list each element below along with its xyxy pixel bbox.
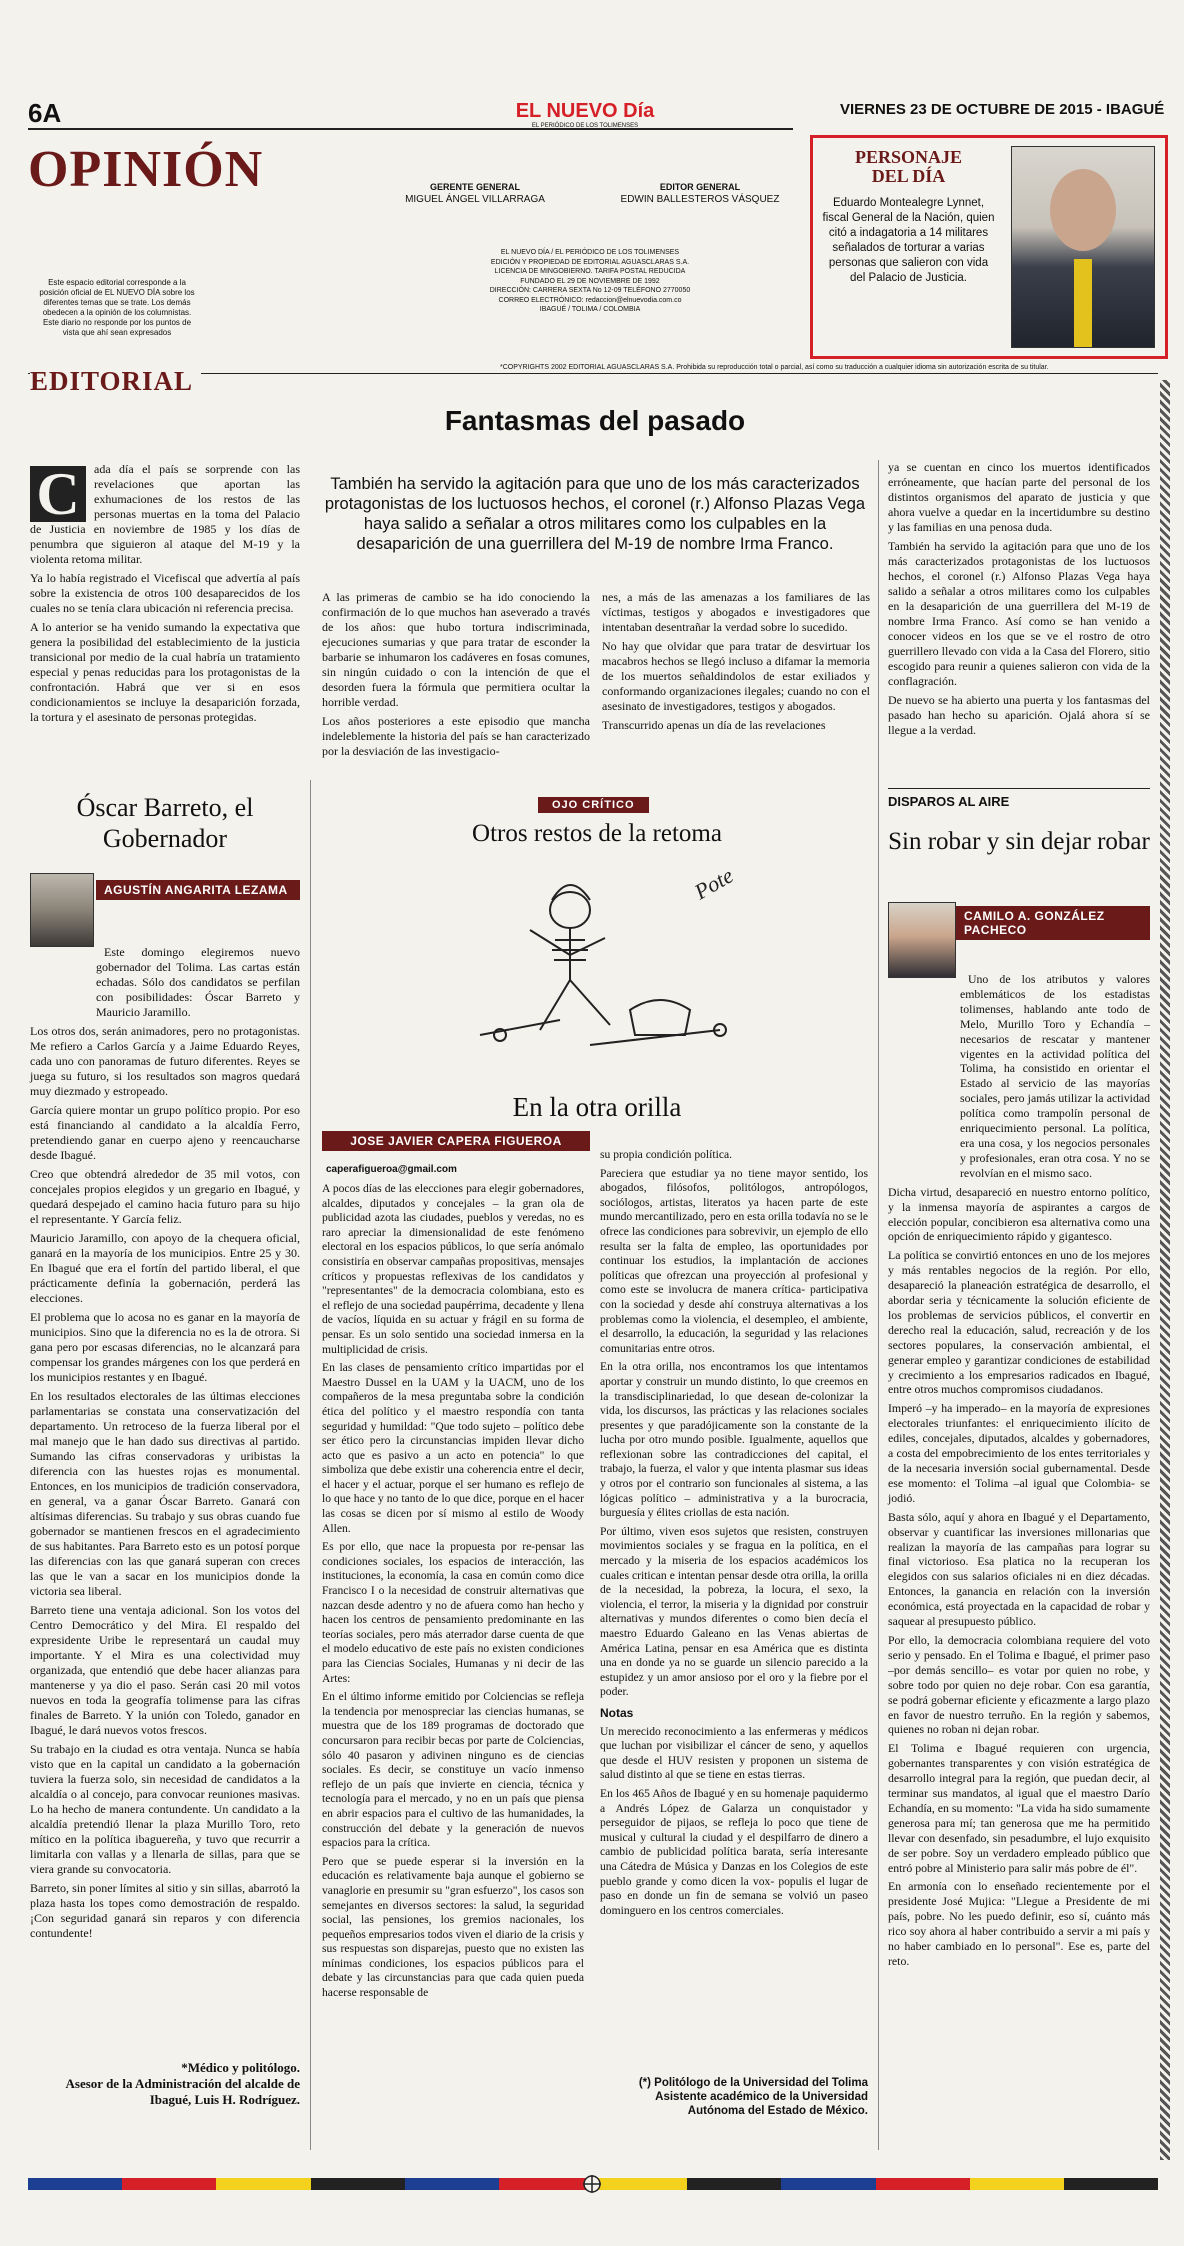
cartoon-signature: Pote <box>690 862 738 905</box>
personaje-title-line2: DEL DÍA <box>871 166 946 186</box>
personaje-title-line1: PERSONAJE <box>854 147 962 167</box>
logo-text: EL NUEVO Día <box>515 100 655 122</box>
personaje-title <box>821 148 996 186</box>
column-divider <box>310 780 311 2150</box>
barreto-body <box>30 945 300 1945</box>
personaje-photo <box>1011 146 1155 348</box>
portrait-face <box>1050 169 1116 251</box>
editor-label: EDITOR GENERAL <box>659 182 741 192</box>
orilla-email: caperafigueroa@gmail.com <box>326 1164 457 1175</box>
disparos-author: CAMILO A. GONZÁLEZ PACHECO <box>956 906 1150 940</box>
editorial-paragraph: nes, a más de las amenazas a los familiares de las víctimas, testigos y abogados e investigadores que intentaban desentrañar la verdad sobre lo sucedido. <box>602 590 870 634</box>
barreto-title: Óscar Barreto, el Gobernador <box>76 793 254 853</box>
editorial-title: Fantasmas del pasado <box>444 405 746 436</box>
notas-paragraph: En los 465 Años de Ibagué y en su homenaje paquidermo a Andrés López de Galarza un conquistador y perseguidor de pijaos, se refleja lo poco que tiene de musical y cultural la ciudad y el despilfarro de dinero a cambio de publicidad política barata, sería interesante una Cátedra de Música y Danzas en los Colegios de este pueblo grande y como dicen la vox- populis el lugar de paso en donde un fin de semana se volvió un paseo dominguero en los centros comerciales. <box>600 1786 868 1917</box>
disparos-label: DISPAROS AL AIRE <box>888 794 1010 809</box>
barreto-paragraph: Su trabajo en la ciudad es otra ventaja. Nunca se había visto que en la capital un candidato a la gobernación tuviera la fuerza solo, sin necesidad de candidatos a la alcaldía o al concejo, para convocar reuniones masivas. Lo ha hecho de manera contundente. Un candidato a la alcaldía pretendió llenar la plaza Murillo Toro, reto mítico en la política ibaguereña, y tuvo que recurrir a limitarla con vallas y a llenarla de sillas, para que se viera grande su convocatoria. <box>30 1742 300 1876</box>
barreto-paragraph: En los resultados electorales de las últimas elecciones parlamentarias se constata una conservatización del departamento. Un retroceso de la fuerza liberal por el mal manejo que le han dado sus directivas al partido. Sumando las cifras conservadoras y uribistas la diferencia con las huestes rojas es monumental. Entonces, en los municipios de tradición conservadora, en general, va a ganar Óscar Barreto. Ganará con altísimas diferencias. Su trabajo y sus obras cuando fue gobernador se mantienen frescos en el agradecimiento de sus habitantes. Para Barreto esto es un potosí porque las diferencias con las que ganará superan con creces las que le van a sacar en los municipios donde la victoria sea liberal. <box>30 1389 300 1598</box>
barreto-paragraph: García quiere montar un grupo político propio. Por eso está financiando al candidato a la alcaldía Ferro, pretendiendo ganar en cuerpo ajeno y reencaucharse desde Ibagué. <box>30 1103 300 1162</box>
barreto-paragraph: Creo que obtendrá alrededor de 35 mil votos, con concejales propios elegidos y un gregario en Ibagué, y quedará despejado el camino hacia futuro para su hijo el representante. Y García feliz. <box>30 1167 300 1226</box>
editorial-paragraph: A lo anterior se ha venido sumando la expectativa que genera la posibilidad del establecimiento de la justicia transicional por medio de la cual habría un tratamiento especial y penas reducidas para los protagonistas de la confrontación. Habrá que ver si en esos condicionamientos se incluye la desaparición forzada, la tortura y el asesinato de personas protegidas. <box>30 620 300 724</box>
barreto-paragraph: Barreto, sin poner límites al sitio y sin sillas, abarrotó la plaza hasta los topes como demostración de respaldo. ¡Con seguridad ganará sin reparos y con diferencia contundente! <box>30 1881 300 1940</box>
notas-label: Notas <box>600 1705 634 1720</box>
editorial-paragraph: A las primeras de cambio se ha ido conociendo la confirmación de lo que muchos han aseverado a través de los años: que hubo tortura indiscriminada, ejecuciones sumarias y que para tratar de esconder la barbarie se inhumaron los cadáveres en fosas comunes, sin ningún cuidado o con la intención de que el desorden fuera la fórmula que permitiera ocultar la horrible verdad. <box>322 590 590 709</box>
editorial-column-1 <box>30 462 300 729</box>
orilla-paragraph: En la otra orilla, nos encontramos los que intentamos aportar y construir un mundo distinto, lo que creemos en la transdisciplinariedad, lo que desean de-colonizar la vida, los discursos, las prácticas y las relaciones sociales presentes y que paradójicamente son la constante de la lucha por otro mundo posible. Igualmente, aquellos que reflexionan sobre las contradicciones del capital, el trabajo, la fuerza, el valor y que intenta plasmar sus ideas y otros por el contrario son funcionales al sistema, a las lógicas político – administrativa y a la burocracia, burguesía y élites criollas de esta nación. <box>600 1360 868 1520</box>
personaje-text: Eduardo Montealegre Lynnet, fiscal General de la Nación, quien citó a indagatoria a 14 militares señalados de torturar a varias personas que salieron con vida del Palacio de Justicia. <box>822 197 995 284</box>
personaje-del-dia-box <box>810 135 1168 359</box>
disparos-paragraph: Dicha virtud, desapareció en nuestro entorno político, y la inmensa mayoría de aspirantes a cargos de elección popular, concibieron esa alternativa como una opción de enriquecimiento rápido y gigantesco. <box>888 1184 1150 1244</box>
orilla-footnote: (*) Politólogo de la Universidad del Tolima Asistente académico de la Universidad Autónoma del Estado de México. <box>638 2077 868 2117</box>
barreto-paragraph: Barreto tiene una ventaja adicional. Son los votos del Centro Democrático y del Mira. El respaldo del expresidente Uribe le representará un caudal muy importante. Y el Mira es una colectividad muy organizada, que entendió que debe hacer alianzas para mantenerse y ya dio el paso. Serán casi 20 mil votos nuevos en toda la geografía tolimense para las cifras finales de Barreto. Y la unión con Toledo, ganador en Ibagué, le dará nuevos votos frescos. <box>30 1603 300 1737</box>
color-swatch <box>1064 2178 1158 2190</box>
orilla-paragraph: su propia condición política. <box>600 1148 733 1161</box>
copyright: *COPYRIGHTS 2002 EDITORIAL AGUASCLARAS S.A. Prohibida su reproducción total o parcial, así como su traducción a cualquier idioma sin autorización escrita de su titular. <box>500 364 1049 371</box>
orilla-column-2 <box>600 1148 868 1922</box>
editorial-column-4 <box>888 460 1150 742</box>
drop-cap: C <box>30 466 86 522</box>
color-swatch <box>781 2178 875 2190</box>
editorial-column-3 <box>602 590 870 737</box>
color-swatch <box>593 2178 687 2190</box>
gerente-name: MIGUEL ÁNGEL VILLARRAGA <box>405 194 545 205</box>
editor-block <box>580 182 820 205</box>
editorial-paragraph: De nuevo se ha abierto una puerta y los fantasmas del pasado han hecho su aparición. Ojalá ahora sí se llegue a la verdad. <box>888 693 1150 737</box>
editorial-paragraph: También ha servido la agitación para que uno de los más caracterizados protagonistas de los luctuosos hechos, el coronel (r.) Alfonso Plazas Vega haya salido a señalar a otros militares como los culpables en la desaparición de una guerrillera del M-19 de nombre Irma Franco. Así como se han venido a conocer videos en los que se ve el rostro de otro guerrillero llevado con vida a la Casa del Florero, sitio escogido para reunir a quienes salieron con vida de la conflagración. <box>888 539 1150 688</box>
newspaper-logo <box>510 100 660 129</box>
color-swatch <box>216 2178 310 2190</box>
disparos-paragraph: El Tolima e Ibagué requieren con urgencia, gobernantes transparentes y con visión estratégica de desarrollo integral para la región, que puedan decir, al terminar sus mandatos, al igual que el maestro Darío Echandía, en su momento: "La vida ha sido sumamente generosa para mí; tan generosa que me ha permitido llevar con desenfado, sin pesadumbre, el lujo exquisito de ser pobre. Soy un verdadero empleado público que entró pobre al Ministerio para salir más pobre de él". <box>888 1741 1150 1875</box>
editorial-label: EDITORIAL <box>30 366 201 397</box>
color-swatch <box>311 2178 405 2190</box>
orilla-paragraph: En el último informe emitido por Colciencias se refleja la tendencia por menospreciar las ciencias humanas, se muestra que de los 189 programas de doctorado que concursaron para recibir becas por parte de Colciencias, sólo 40 pasaron y adivinen ninguno es de ciencias sociales. Es decir, se constituye un vacío inmenso reflejo de un país que invierte en ciencia, técnica y tecnología para el mercado, y no en un país que piensa en abrir espacios para el cultivo de las humanidades, la construcción del debate y la generación de nuevos espacios para la crítica. <box>322 1690 584 1850</box>
barreto-paragraph: Este domingo elegiremos nuevo gobernador del Tolima. Las cartas están echadas. Sólo dos candidatos se perfilan con posibilidades: Óscar Barreto y Mauricio Jaramillo. <box>96 945 300 1019</box>
disparos-paragraph: Imperó –y ha imperado– en la mayoría de expresiones electorales triunfantes: el enriquecimiento ilícito de ediles, concejales, diputados, alcaldes y gobernadores, a costa del empobrecimiento de los entes territoriales y de la necesaria inversión social gubernamental. Desde ese momento: el Tolima –al igual que Colombia- se jodió. <box>888 1401 1150 1505</box>
disparos-body <box>888 972 1150 1973</box>
disparos-rule <box>888 788 1150 789</box>
disclaimer: Este espacio editorial corresponde a la posición oficial de EL NUEVO DÍA sobre los diferentes temas que se trate. Los demás obedecen a la opinión de los columnistas. Este diario no responde por los puntos de vista que ahí sean expresados <box>39 278 195 337</box>
editorial-column-2 <box>322 590 590 763</box>
notas-paragraph: Un merecido reconocimiento a las enfermeras y médicos que luchan por visibilizar el cáncer de seno, y aquellos que desde el HUV resisten y proponen un sistema de salud distinto al que se tiene en estas tierras. <box>600 1724 868 1782</box>
editorial-paragraph: Los años posteriores a este episodio que mancha indeleblemente la historia del país se han caracterizado por la desviación de las investigacio- <box>322 714 590 758</box>
edge-strip <box>1160 380 1170 2160</box>
orilla-author: JOSE JAVIER CAPERA FIGUEROA <box>322 1131 590 1151</box>
editorial-paragraph: Ya lo había registrado el Vicefiscal que advertía al país sobre la existencia de otros 100 desaparecidos de los cuales no se tenía clara ubicación ni referencia precisa. <box>30 571 300 615</box>
orilla-paragraph: Pareciera que estudiar ya no tiene mayor sentido, los abogados, filósofos, politólogos, antropólogos, sociólogos, artistas, literatos ya hacen parte de este mundo mercantilizado, pero en esta orilla todavía no se le ofrece las condiciones para sobrevivir, un ejemplo de ello resulta ser la falta de empleo, las oportunidades por continuar los estudios, la implantación de acciones políticas que ofrezcan una proyección al profesional y como este se involucra de manera crítica- participativa con la sociedad y desde ahí construya alternativas a los problemas como la violencia, el desempleo, el ambiente, el desarrollo, la educación, la seguridad y las relaciones comunitarias entre otros. <box>600 1166 868 1355</box>
registration-mark-icon <box>582 2174 602 2194</box>
editorial-paragraph: ya se cuentan en cinco los muertos identificados erróneamente, que hacían parte del personal de los distintos organismos del aparato de justicia y que ahora vuelve a quedar en la incertidumbre su destino y las familias en una penosa duda. <box>888 460 1150 534</box>
orilla-column-1 <box>322 1182 584 2005</box>
barreto-paragraph: El problema que lo acosa no es ganar en la mayoría de municipios. Sino que la diferencia no es la de otrora. Si gana pero por escasas diferencias, no le alcanzará para compensar los grandes márgenes con los que perderá en los municipios restantes y en Ibagué. <box>30 1310 300 1384</box>
cartoon-skeleton <box>420 860 780 1070</box>
editorial-paragraph: Transcurrido apenas un día de las revelaciones <box>602 718 826 732</box>
disparos-paragraph: En armonía con lo enseñado recientemente por el presidente José Mujica: "Llegue a Presidente de mi país, pobre. No les puedo definir, eso sí, cuánto más rico soy ahora al haber contribuido a servir a mi país y no haber cambiado en lo personal". Ese es, parte del reto. <box>888 1879 1150 1968</box>
gerente-block <box>370 182 580 205</box>
ojo-critico-title: Otros restos de la retoma <box>472 820 722 847</box>
section-title: OPINIÓN <box>28 141 264 198</box>
color-swatch <box>687 2178 781 2190</box>
orilla-title: En la otra orilla <box>512 1092 682 1122</box>
barreto-paragraph: Mauricio Jaramillo, con apoyo de la chequera oficial, ganará en la mayoría de los municipios. Entre 25 y 30. En Ibagué que era el fortín del partido liberal, el que prácticamente definía la gobernación, perderá las elecciones. <box>30 1231 300 1305</box>
barreto-author: AGUSTÍN ANGARITA LEZAMA <box>96 880 300 900</box>
ojo-critico-label: OJO CRÍTICO <box>538 797 649 813</box>
color-swatch <box>28 2178 122 2190</box>
disparos-paragraph: Basta sólo, aquí y ahora en Ibagué y el Departamento, observar y cuantificar las inversiones millonarias que realizan la mayoría de las campañas para lograr su final victorioso. Esa platica no la recuperan los elegidos con sus salarios oficiales ni en diez décadas. Entonces, la ganancia en relación con la inversión económica, está proyectada en la capacidad de robar y saquear al presupuesto público. <box>888 1509 1150 1629</box>
orilla-paragraph: En las clases de pensamiento crítico impartidas por el Maestro Dussel en la UAM y la UACM, uno de los compañeros de la mesa preguntaba sobre la condición ética del político y el maestro respondía con tanta seguridad y humildad: "Que todo sujeto – político debe ser ético pero la circunstancias impiden llevar dicho acto que es pasivo a un acto en potencia" lo que simboliza que debe existir una coherencia entre el decir, el hacer y el actuar, porque el ser humano es reflejo de lo que hace y no tanto de lo que dice, porque en el hacer las cosas se dicen por sí mismo al estilo de Woody Allen. <box>322 1361 584 1535</box>
orilla-paragraph: Es por ello, que nace la propuesta por re-pensar las condiciones sociales, los espacios de interacción, las instituciones, la economía, la casa en común como dice Francisco I o la necesidad de construir alternativas que nazcan desde adentro y no de afuera como han hecho y hacen los centros de pensamiento predominante en las teorías sociales, pero más aterrador darse cuenta de que el modelo educativo de este país no existen condiciones para las Ciencias Sociales, Humanas y ni decir de las Artes: <box>322 1540 584 1685</box>
masthead-info: EL NUEVO DÍA / EL PERIÓDICO DE LOS TOLIMENSES EDICIÓN Y PROPIEDAD DE EDITORIAL AGUASCLARAS S.A. LICENCIA DE MINGOBIERNO. TARIFA POSTAL REDUCIDA FUNDADO EL 29 DE NOVIEMBRE DE 1992 DIRECCIÓN: CARRERA SEXTA No 12-09 TELÉFONO 2770050 CORREO ELECTRÓNICO: redaccion@elnuevodia.com.co IBAGUÉ / TOLIMA / COLOMBIA <box>489 249 691 313</box>
disparos-title: Sin robar y sin dejar robar <box>888 828 1150 855</box>
issue-date: VIERNES 23 DE OCTUBRE DE 2015 - IBAGUÉ <box>840 101 1165 118</box>
orilla-paragraph: Pero que se puede esperar si la inversión en la educación es relativamente baja aunque el gobierno se vanaglorie en presumir su "gran esfuerzo", los casos son semejantes en diversos sectores: la salud, la seguridad social, las pensiones, los gremios nacionales, los pequeños empresarios todos viven el diario de la crisis y sus respuestas son disparejas, puesto que no existen las mínimas condiciones, los espacios públicos para el debate y las circunstancias para que cada quien pueda hacerse responsable de <box>322 1854 584 2000</box>
column-divider <box>878 460 879 2150</box>
disparos-author-photo <box>888 902 956 978</box>
header-rule <box>28 128 793 130</box>
portrait-tie <box>1074 259 1092 347</box>
editorial-lead: También ha servido la agitación para que uno de los más caracterizados protagonistas de los luctuosos hechos, el coronel (r.) Alfonso Plazas Vega haya salido a señalar a otros militares como los culpables en la desaparición de una guerrillera del M-19 de nombre Irma Franco. <box>324 475 866 553</box>
orilla-paragraph: A pocos días de las elecciones para elegir gobernadores, alcaldes, diputados y concejales – la gran ola de publicidad azota las ciudades, pueblos y veredas, no es raro apreciar la dimensionalidad de este fenómeno electoral en los espacios públicos, lo que sería anómalo consistiría en observar campañas propositivas, mensajes críticos y propuestas reflexivas de los candidatos y "representantes" de la democracia colombiana, esto es el reflejo de una sociedad paupérrima, decadente y llena de vacíos, líquida en su actuar y frágil en su forma de pensar. Es un solo sentido una sociedad inmersa en la multiplicidad de crisis. <box>322 1182 584 1356</box>
disparos-paragraph: Uno de los atributos y valores emblemáticos de los estadistas tolimenses, hablando ante todo de Melo, Murillo Toro y Echandía –necesarios de rescatar y mantener vigentes en la actividad política del Tolima, ha consistido en orientar el Estado al servicio de las mayorías sociales, pero jamás utilizar la actividad política como trampolín personal de enriquecimiento personal. La política, era una cosa, y los negocios personales y profesionales, eran otra cosa. Y no se revolvían en el mismo saco. <box>960 972 1150 1180</box>
disparos-paragraph: Por ello, la democracia colombiana requiere del voto serio y pensado. En el Tolima e Ibagué, el primer paso –por demás sencillo– es votar por quien no robe, y sobre todo por quien no deje robar. Con esa garantía, se podrá gobernar eficiente y eficazmente a largo plazo en favor de nuestro terruño. En la región y sabemos, quienes no roban ni dejan robar. <box>888 1632 1150 1737</box>
color-swatch <box>876 2178 970 2190</box>
gerente-label: GERENTE GENERAL <box>429 182 520 192</box>
editor-name: EDWIN BALLESTEROS VÁSQUEZ <box>620 194 780 205</box>
disparos-paragraph: La política se convirtió entonces en uno de los mejores y más rentables negocios de la región. Por ello, desapareció la planeación estratégica de desarrollo, el abordar seria y técnicamente la solución eficiente de los problemas de servicios públicos, el convertir en derecho real la educación, salud, recreación y de los sectores populares, la conservación ambiental, el generar empleo y garantizar condiciones de estabilidad y crecimiento a los empresarios radicados en Ibagué, entre otros muchos compromisos ciudadanos. <box>888 1248 1150 1397</box>
editorial-paragraph: ada día el país se sorprende con las revelaciones que aportan las exhumaciones de los restos de las personas muertas en la toma del Palacio de Justicia en noviembre de 1985 y los días de penumbra que siguieron al ataque del M-19 y la violenta retoma militar. <box>30 462 300 566</box>
logo-subtitle: EL PERIÓDICO DE LOS TOLIMENSES <box>531 123 639 129</box>
color-swatch <box>405 2178 499 2190</box>
color-swatch <box>122 2178 216 2190</box>
barreto-footnote: *Médico y politólogo. Asesor de la Administración del alcalde de Ibagué, Luis H. Rodríguez. <box>65 2060 300 2107</box>
orilla-paragraph: Por último, viven esos sujetos que resisten, construyen movimientos sociales y se fragua en la política, en el mercado y la miseria de los espacios académicos los cuales critican e intentan pensar desde otra orilla, la orilla de la necesidad, la pobreza, la locura, el sexo, la violencia, el terror, la miseria y la dignidad por construir alternativas y mundos diferentes o como bien decía el maestro Eduardo Galeano en las Venas abiertas de América Latina, pensar en esa América que es distinta una en donde ya no se guarde un silencio parecido a la estupidez y un amor ansioso por el oro y la fiebre por el poder. <box>600 1524 868 1699</box>
barreto-paragraph: Los otros dos, serán animadores, pero no protagonistas. Me refiero a Carlos García y a Jaime Eduardo Reyes, cada uno con panoramas de futuro diferentes. Reyes se juega su futuro, si los resultados son magros quedará muy diezmado y estropeado. <box>30 1024 300 1098</box>
color-swatch <box>970 2178 1064 2190</box>
editorial-paragraph: No hay que olvidar que para tratar de desvirtuar los macabros hechos se llegó incluso a difamar la memoria de los muertos señaldindolos de estar exiliados y conformando organizaciones ilegales; cuando no con el asesinato de investigadores, testigos y abogados. <box>602 639 870 713</box>
page-number: 6A <box>28 98 62 128</box>
color-swatch <box>499 2178 593 2190</box>
barreto-author-photo <box>30 873 94 947</box>
